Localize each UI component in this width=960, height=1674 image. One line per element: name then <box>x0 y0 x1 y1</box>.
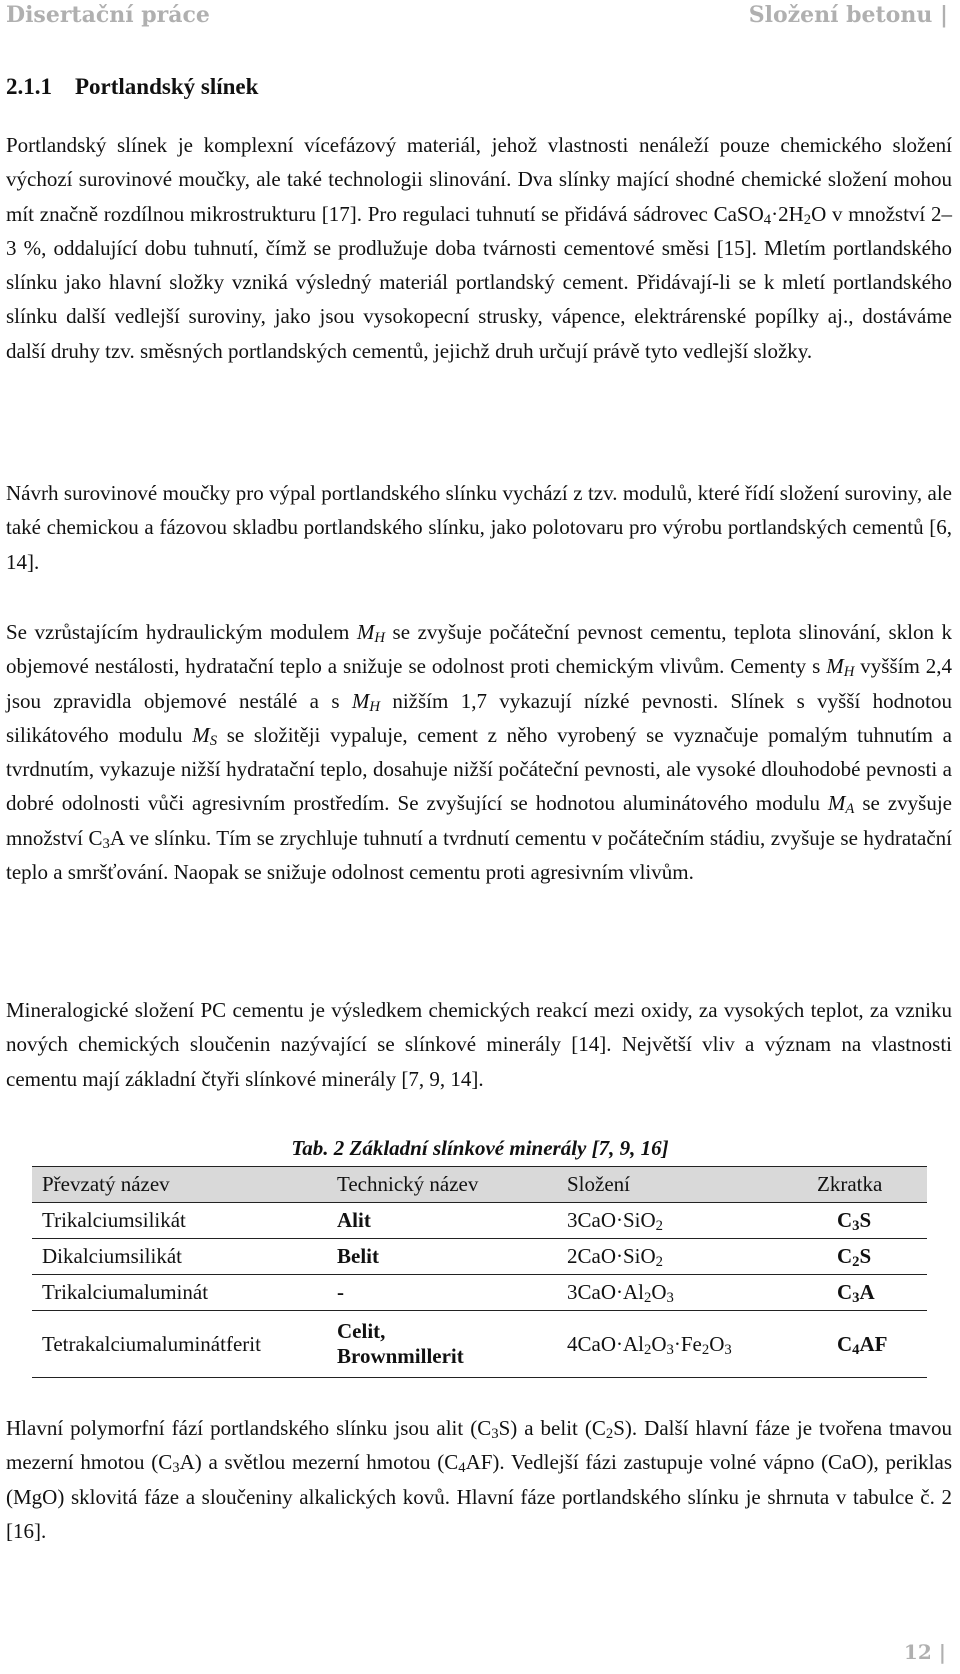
comp-part: O <box>651 1331 667 1356</box>
comp-part: 3CaO·SiO <box>567 1208 656 1232</box>
p3-text-2: se zvyšuje počáteční pevnost cementu, teplota slinování, sklon k objemové nestálosti, hydratační teplo a snižuje se odolnost proti chemickým vlivům. Cementy s <box>6 620 953 679</box>
abbr-sub: 4 <box>852 1341 860 1358</box>
section-heading <box>6 74 258 100</box>
p3-text-5: se složitěji vypaluje, cement z něho vyrobený se vyznačuje pomalým tuhnutím a tvrdnutím, vykazuje nižší hydratační teplo, dosahuje nižší počáteční pevnosti, ale vysoké dlouhodobé pevnosti a dobré odolnosti vůči agresivním prostředím. Se zvyšující se hodnotou aluminátového modulu <box>6 722 952 816</box>
section-number: 2.1.1 <box>6 74 52 99</box>
minerals-table <box>32 1166 927 1378</box>
abbr-part: A <box>859 1280 875 1304</box>
p1-sub-2: 2 <box>803 211 812 228</box>
p5-text-5: AF). Vedlejší fázi zastupuje volné vápno (CaO), periklas (MgO) sklovitá fáze a sloučeniny alkalických kovů. Hlavní fáze portlandského slínku je shrnuta v tabulce č. 2 [16]. <box>6 1450 953 1543</box>
cell-name: Trikalciumsilikát <box>32 1203 327 1239</box>
p3-text-1: Se vzrůstajícím hydraulickým modulem <box>6 620 357 644</box>
comp-part: 2CaO·SiO <box>567 1244 656 1268</box>
paragraph-5 <box>6 1411 952 1548</box>
cell-abbr <box>807 1203 927 1239</box>
cell-comp <box>557 1275 807 1311</box>
comp-part: ·Fe <box>673 1331 702 1356</box>
comp-part: O <box>651 1280 667 1304</box>
cell-tech <box>327 1311 557 1378</box>
p5-sub-4: 4 <box>458 1460 466 1477</box>
p5-text-1: Hlavní polymorfní fází portlandského slínku jsou alit (C <box>6 1416 492 1440</box>
table-header-cell: Složení <box>557 1167 807 1203</box>
paragraph-1 <box>6 128 952 368</box>
cell-abbr <box>807 1239 927 1275</box>
p3-modulus-h-3: M <box>351 688 370 713</box>
p5-sub-3: 3 <box>172 1460 180 1477</box>
table-header-row <box>32 1167 927 1203</box>
p3-sub-c3a: 3 <box>102 835 110 852</box>
p5-sub-2: 2 <box>605 1425 614 1442</box>
comp-sub: 3 <box>724 1341 732 1358</box>
comp-sub: 2 <box>655 1217 664 1234</box>
cell-comp <box>557 1203 807 1239</box>
table-header-cell: Technický název <box>327 1167 557 1203</box>
abbr-part: C <box>837 1244 853 1268</box>
p3-modulus-s-sub: S <box>209 732 218 749</box>
tech-line-1: Celit, <box>337 1319 386 1343</box>
table-header-cell: Zkratka <box>807 1167 927 1203</box>
comp-sub: 2 <box>655 1253 664 1270</box>
cell-tech: Alit <box>327 1203 557 1239</box>
table-row <box>32 1311 927 1378</box>
abbr-sub: 3 <box>852 1289 860 1306</box>
abbr-part: S <box>859 1244 872 1268</box>
abbr-part: AF <box>859 1331 888 1356</box>
cell-name: Trikalciumaluminát <box>32 1275 327 1311</box>
comp-sub: 2 <box>701 1341 710 1358</box>
cell-name: Tetrakalciumaluminátferit <box>32 1311 327 1378</box>
abbr-part: C <box>837 1331 853 1356</box>
p5-sub-1: 3 <box>491 1425 499 1442</box>
p3-modulus-h-3-sub: H <box>369 698 380 715</box>
cell-abbr <box>807 1275 927 1311</box>
paragraph-2: Návrh surovinové moučky pro výpal portlandského slínku vychází z tzv. modulů, které řídí složení suroviny, ale také chemickou a fázovou skladbu portlandského slínku, jako polotovaru pro výrobu portlandských cementů [6, 14]. <box>6 481 952 574</box>
p3-modulus-h-1: M <box>356 620 375 644</box>
p3-text-4: nižším 1,7 vykazují nízké pevnosti. Slínek s vyšší hodnotou silikátového modulu <box>6 688 952 747</box>
abbr-part: S <box>859 1208 872 1232</box>
p3-modulus-a: M <box>827 791 846 816</box>
p3-modulus-h-1-sub: H <box>374 629 386 646</box>
paragraph-3 <box>6 615 952 889</box>
abbr-sub: 2 <box>852 1253 860 1270</box>
comp-part: 4CaO·Al <box>567 1331 644 1356</box>
cell-comp <box>557 1311 807 1378</box>
page-number: 12 | <box>903 1640 946 1664</box>
cell-comp <box>557 1239 807 1275</box>
table-row <box>32 1203 927 1239</box>
cell-tech: Belit <box>327 1239 557 1275</box>
p1-text-2: ·2H <box>771 201 804 226</box>
p1-text-1: Portlandský slínek je komplexní vícefázový materiál, jehož vlastnosti nenáleží pouze chemického složení výchozí surovinové moučky, ale také technologii slinování. Dva slínky mající shodné chemické složení mohou mít značně rozdílnou mikrostrukturu [17]. Pro regulaci tuhnutí se přidává sádrovec CaSO <box>6 133 952 226</box>
table-row <box>32 1275 927 1311</box>
table-row <box>32 1239 927 1275</box>
p1-text-3: O v množství 2–3 %, oddalující dobu tuhnutí, čímž se prodlužuje doba tvárnosti cementové směsi [15]. Mletím portlandského slínku jako hlavní složky vzniká výsledný materiál portlandský cement. Přidávají-li se k mletí portlandského slínku další vedlejší suroviny, jako jsou vysokopecní strusky, vápence, elektrárenské popílky aj., dostáváme další druhy tzv. směsných portlandských cementů, jejichž druh určují právě tyto vedlejší složky. <box>6 201 953 363</box>
table-header-cell: Převzatý název <box>32 1167 327 1203</box>
comp-sub: 2 <box>644 1289 652 1306</box>
paragraph-4: Mineralogické složení PC cementu je výsledkem chemických reakcí mezi oxidy, za vysokých teplot, za vzniku nových chemických sloučenin nazývající se slínkové minerály [14]. Největší vliv a význam na vlastnosti cementu mají základní čtyři slínkové minerály [7, 9, 14]. <box>6 998 952 1091</box>
comp-sub: 3 <box>666 1289 674 1306</box>
p3-modulus-s: M <box>192 722 210 747</box>
p1-sub-1: 4 <box>763 211 772 228</box>
p5-text-3: S). Další hlavní fáze je tvořena tmavou mezerní hmotou (C <box>6 1416 953 1475</box>
p3-modulus-h-2-sub: H <box>843 664 855 681</box>
abbr-sub: 3 <box>852 1217 860 1234</box>
comp-sub: 3 <box>666 1341 674 1358</box>
p3-text-6: se zvyšuje množství C <box>6 791 952 850</box>
abbr-part: C <box>837 1280 853 1304</box>
p3-modulus-h-2: M <box>826 654 844 679</box>
p5-text-2: S) a belit (C <box>498 1416 606 1440</box>
comp-part: 3CaO·Al <box>567 1280 644 1304</box>
comp-sub: 2 <box>644 1341 652 1358</box>
table-caption: Tab. 2 Základní slínkové minerály [7, 9, 16] <box>291 1136 669 1160</box>
cell-tech: - <box>327 1275 557 1311</box>
tech-line-2: Brownmillerit <box>337 1344 464 1368</box>
header-left: Disertační práce <box>6 2 210 28</box>
comp-part: O <box>709 1331 725 1356</box>
p5-text-4: A) a světlou mezerní hmotou (C <box>179 1450 459 1475</box>
cell-abbr <box>807 1311 927 1378</box>
p3-modulus-a-sub: A <box>845 801 855 818</box>
cell-name: Dikalciumsilikát <box>32 1239 327 1275</box>
section-title: Portlandský slínek <box>75 74 259 99</box>
p3-text-3: vyšším 2,4 jsou zpravidla objemové nestálé a s <box>6 654 953 713</box>
abbr-part: C <box>837 1208 853 1232</box>
header-right: Složení betonu | <box>748 2 948 28</box>
p3-text-7: A ve slínku. Tím se zrychluje tuhnutí a tvrdnutí cementu v počátečním stádiu, zvyšuje se hydratační teplo a smršťování. Naopak se snižuje odolnost cementu proti agresivním vlivům. <box>6 825 952 885</box>
